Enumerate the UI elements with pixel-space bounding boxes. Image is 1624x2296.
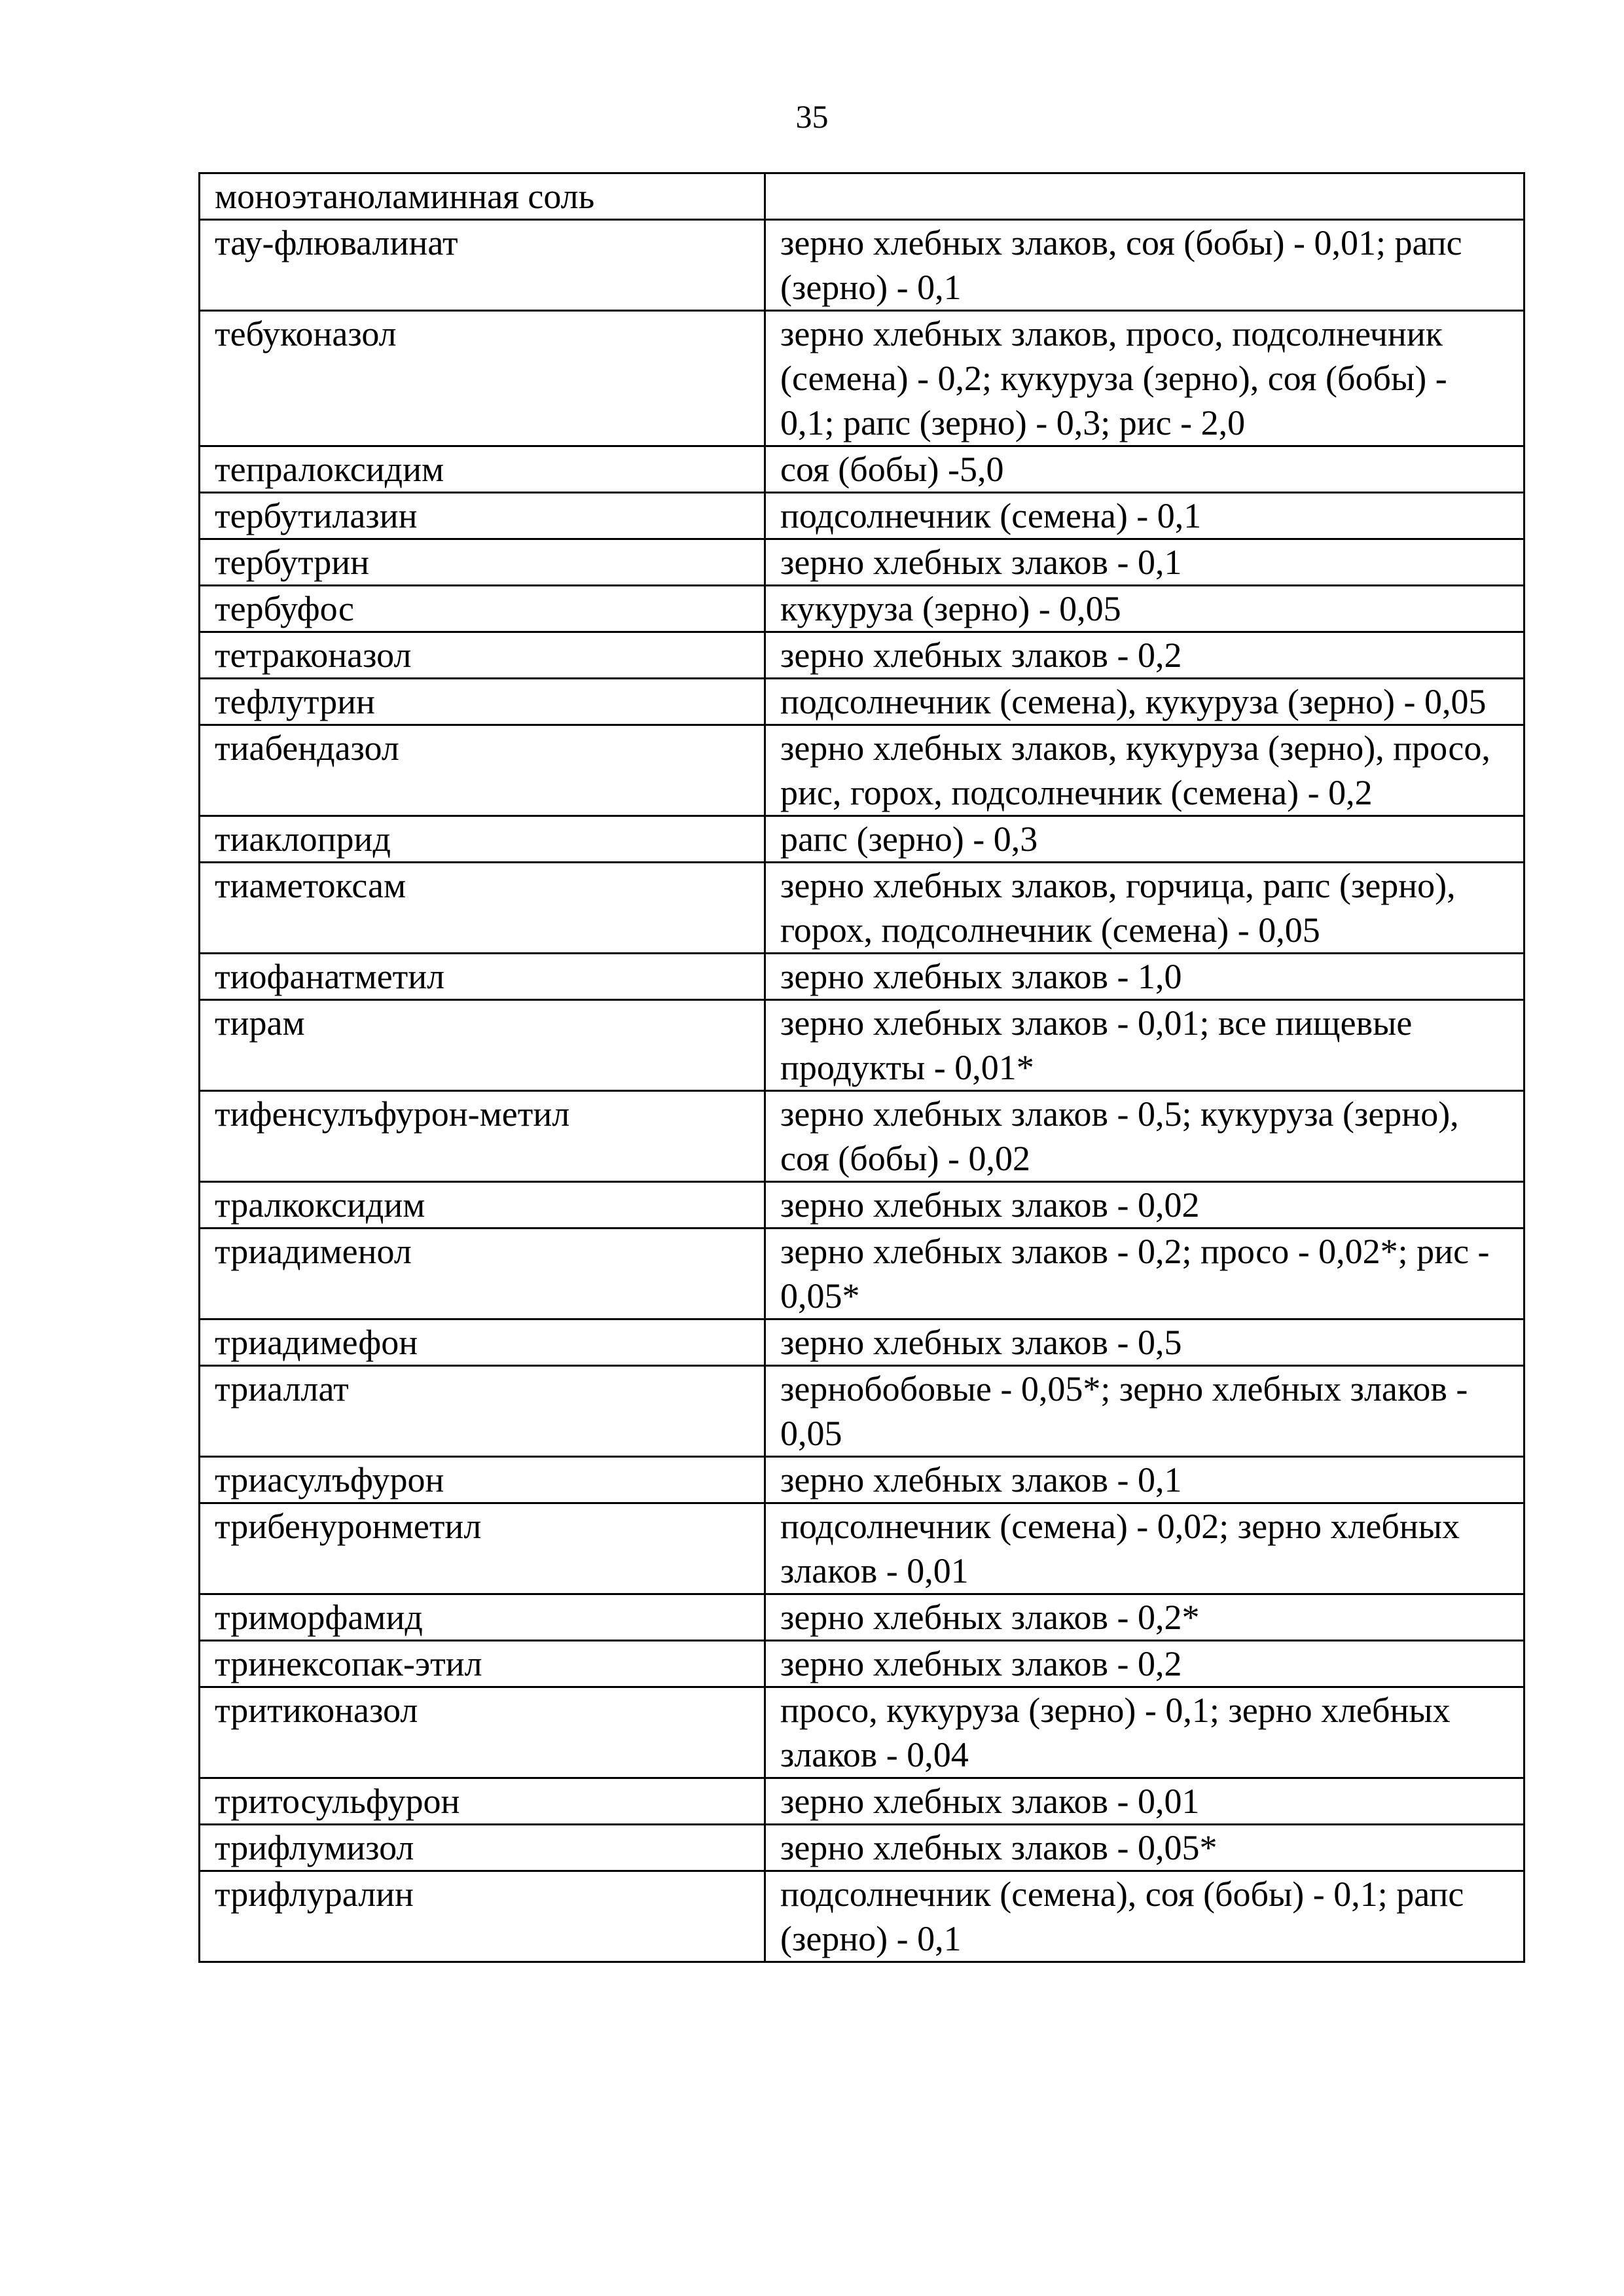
substance-cell: трифлуралин xyxy=(200,1871,765,1962)
table-body xyxy=(200,173,1525,1962)
limits-cell: подсолнечник (семена) - 0,02; зерно хлебных злаков - 0,01 xyxy=(765,1503,1525,1594)
limits-cell: зерно хлебных злаков - 0,2; просо - 0,02*; рис - 0,05* xyxy=(765,1229,1525,1319)
table-row xyxy=(200,311,1525,446)
table-row xyxy=(200,1229,1525,1319)
limits-cell: зерно хлебных злаков - 0,02 xyxy=(765,1182,1525,1229)
limits-cell: подсолнечник (семена) - 0,1 xyxy=(765,493,1525,539)
page-number: 35 xyxy=(795,98,829,135)
table-row xyxy=(200,725,1525,816)
table-row xyxy=(200,1366,1525,1457)
substance-cell: тиабендазол xyxy=(200,725,765,816)
table-row xyxy=(200,493,1525,539)
limits-cell: зерно хлебных злаков, кукуруза (зерно), просо, рис, горох, подсолнечник (семена) - 0,2 xyxy=(765,725,1525,816)
limits-cell: кукуруза (зерно) - 0,05 xyxy=(765,586,1525,632)
table-row xyxy=(200,1871,1525,1962)
substance-cell: трибенуронметил xyxy=(200,1503,765,1594)
substance-cell: тиофанатметил xyxy=(200,954,765,1000)
table-row xyxy=(200,863,1525,954)
limits-cell: зерно хлебных злаков, горчица, рапс (зерно), горох, подсолнечник (семена) - 0,05 xyxy=(765,863,1525,954)
substance-cell: тритиконазол xyxy=(200,1687,765,1778)
limits-cell: зерно хлебных злаков - 0,01; все пищевые продукты - 0,01* xyxy=(765,1000,1525,1091)
limits-cell: зерно хлебных злаков - 0,2* xyxy=(765,1594,1525,1641)
limits-cell: зерно хлебных злаков, соя (бобы) - 0,01; рапс (зерно) - 0,1 xyxy=(765,220,1525,311)
limits-cell: зерно хлебных злаков - 0,5 xyxy=(765,1319,1525,1366)
substance-cell: тирам xyxy=(200,1000,765,1091)
table-row xyxy=(200,1000,1525,1091)
table-row xyxy=(200,1825,1525,1871)
table-row xyxy=(200,1091,1525,1182)
table-row xyxy=(200,586,1525,632)
substance-cell: моноэтаноламинная соль xyxy=(200,173,765,220)
substance-cell: тербутилазин xyxy=(200,493,765,539)
table-row xyxy=(200,220,1525,311)
substance-cell: тербутрин xyxy=(200,539,765,586)
substance-cell: тринексопак-этил xyxy=(200,1641,765,1687)
pesticide-residue-table xyxy=(198,172,1525,1963)
substance-cell: триморфамид xyxy=(200,1594,765,1641)
limits-cell: соя (бобы) -5,0 xyxy=(765,446,1525,493)
limits-cell: зерно хлебных злаков, просо, подсолнечник (семена) - 0,2; кукуруза (зерно), соя (бобы) - 0,1; рапс (зерно) - 0,3; рис - 2,0 xyxy=(765,311,1525,446)
substance-cell: тау-флювалинат xyxy=(200,220,765,311)
table-row xyxy=(200,1503,1525,1594)
table-row xyxy=(200,1319,1525,1366)
substance-cell: тебуконазол xyxy=(200,311,765,446)
table-row xyxy=(200,1641,1525,1687)
table-row xyxy=(200,539,1525,586)
substance-cell: тепралоксидим xyxy=(200,446,765,493)
limits-cell: зерно хлебных злаков - 0,1 xyxy=(765,539,1525,586)
substance-cell: тербуфос xyxy=(200,586,765,632)
substance-cell: тиаметоксам xyxy=(200,863,765,954)
table-row xyxy=(200,1687,1525,1778)
substance-cell: трифлумизол xyxy=(200,1825,765,1871)
limits-cell: зерно хлебных злаков - 0,2 xyxy=(765,1641,1525,1687)
table-row xyxy=(200,1594,1525,1641)
substance-cell: тралкоксидим xyxy=(200,1182,765,1229)
substance-cell: тиаклоприд xyxy=(200,816,765,863)
limits-cell: зерно хлебных злаков - 0,1 xyxy=(765,1457,1525,1503)
substance-cell: триадимефон xyxy=(200,1319,765,1366)
limits-cell: зерно хлебных злаков - 1,0 xyxy=(765,954,1525,1000)
limits-cell: зернобобовые - 0,05*; зерно хлебных злаков - 0,05 xyxy=(765,1366,1525,1457)
table-row xyxy=(200,173,1525,220)
limits-cell xyxy=(765,173,1525,220)
table-row xyxy=(200,632,1525,679)
limits-cell: просо, кукуруза (зерно) - 0,1; зерно хлебных злаков - 0,04 xyxy=(765,1687,1525,1778)
substance-cell: тифенсулъфурон-метил xyxy=(200,1091,765,1182)
substance-cell: тефлутрин xyxy=(200,679,765,725)
limits-cell: рапс (зерно) - 0,3 xyxy=(765,816,1525,863)
substance-cell: триадименол xyxy=(200,1229,765,1319)
substance-cell: триаллат xyxy=(200,1366,765,1457)
table-row xyxy=(200,446,1525,493)
limits-cell: подсолнечник (семена), соя (бобы) - 0,1; рапс (зерно) - 0,1 xyxy=(765,1871,1525,1962)
substance-cell: триасулъфурон xyxy=(200,1457,765,1503)
table-row xyxy=(200,1182,1525,1229)
table-row xyxy=(200,1778,1525,1825)
table-row xyxy=(200,816,1525,863)
table-row xyxy=(200,954,1525,1000)
table-row xyxy=(200,679,1525,725)
limits-cell: зерно хлебных злаков - 0,01 xyxy=(765,1778,1525,1825)
limits-cell: зерно хлебных злаков - 0,2 xyxy=(765,632,1525,679)
substance-cell: тритосульфурон xyxy=(200,1778,765,1825)
table-row xyxy=(200,1457,1525,1503)
substance-cell: тетраконазол xyxy=(200,632,765,679)
limits-cell: зерно хлебных злаков - 0,05* xyxy=(765,1825,1525,1871)
limits-cell: зерно хлебных злаков - 0,5; кукуруза (зерно), соя (бобы) - 0,02 xyxy=(765,1091,1525,1182)
limits-cell: подсолнечник (семена), кукуруза (зерно) - 0,05 xyxy=(765,679,1525,725)
